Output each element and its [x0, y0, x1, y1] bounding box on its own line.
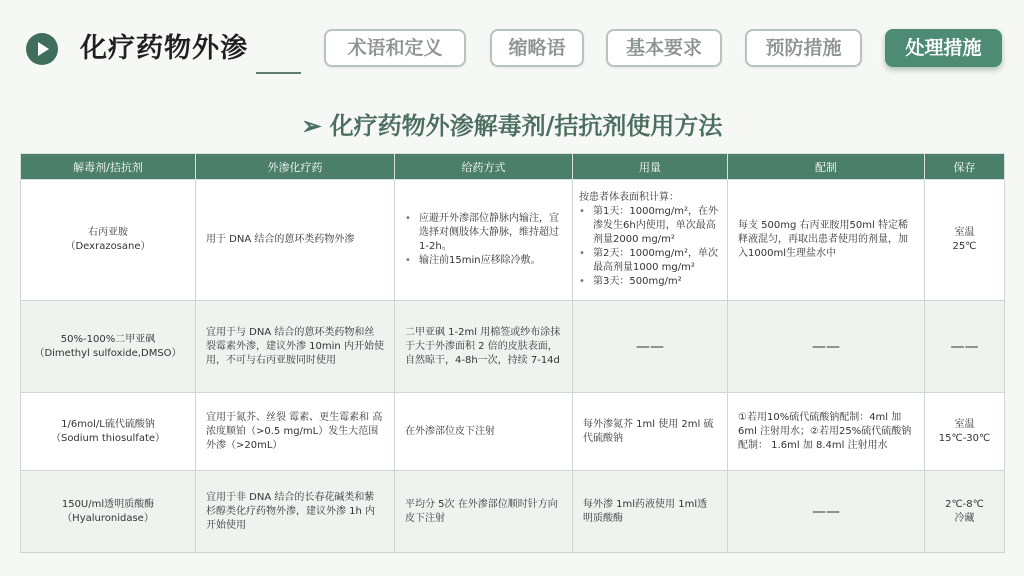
antidote-table	[20, 153, 1005, 553]
antidote-name: 50%-100%二甲亚砜	[60, 333, 156, 345]
table-row	[21, 471, 1005, 553]
antidote-name: 150U/ml透明质酸酶	[61, 498, 155, 510]
admin-bullet: • 输注前15min应移除冷敷。	[405, 254, 562, 268]
antidote-english-name: （Dexrazosane）	[65, 241, 151, 252]
antidote-name: 1/6mol/L硫代硫酸钠	[61, 418, 155, 430]
antidote-english-name: （Sodium thiosulfate）	[50, 432, 166, 444]
antidote-english-name: （Hyaluronidase）	[62, 512, 154, 524]
column-header: 外渗化疗药	[196, 154, 395, 180]
antidote-cell	[21, 301, 196, 393]
drug-cell: 宜用于非 DNA 结合的长春花碱类和紫杉醇类化疗药物外渗，建议外渗 1h 内开始使用	[196, 471, 395, 553]
prep-cell: ——	[728, 301, 925, 393]
dose-bullet: • 第3天：500mg/m²	[579, 275, 721, 289]
column-header: 保存	[925, 154, 1005, 180]
dose-cell: ——	[573, 301, 728, 393]
column-header: 用量	[573, 154, 728, 180]
drug-cell: 用于 DNA 结合的蒽环类药物外渗	[196, 180, 395, 301]
storage-cell: 2℃-8℃ 冷藏	[925, 471, 1005, 553]
prep-cell: ——	[728, 471, 925, 553]
tab-basic-requirements[interactable]: 基本要求	[606, 29, 722, 67]
tab-abbreviations[interactable]: 缩略语	[490, 29, 584, 67]
antidote-cell	[21, 393, 196, 471]
dose-cell: 每外渗氮芥 1ml 使用 2ml 硫代硫酸钠	[573, 393, 728, 471]
admin-cell: 平均分 5次 在外渗部位顺时针方向皮下注射	[395, 471, 573, 553]
arrow-icon: ➢	[301, 111, 322, 140]
admin-cell: 在外渗部位皮下注射	[395, 393, 573, 471]
dose-cell: 每外渗 1ml药液使用 1ml透明质酸酶	[573, 471, 728, 553]
header	[0, 0, 1024, 90]
drug-cell: 宜用于氮芥、丝裂 霉素、更生霉素和 高浓度顺铂（>0.5 mg/mL）发生大范围外渗（>20mL）	[196, 393, 395, 471]
prep-cell: ①若用10%硫代硫酸钠配制：4ml 加 6ml 注射用水；②若用25%硫代硫酸钠配制： 1.6ml 加 8.4ml 注射用水	[728, 393, 925, 471]
table-row	[21, 393, 1005, 471]
antidote-cell	[21, 180, 196, 301]
dose-bullet: • 第2天：1000mg/m²，单次最高剂量1000 mg/m²	[579, 247, 721, 275]
table-header-row	[21, 154, 1005, 180]
tab-handling-measures[interactable]: 处理措施	[885, 29, 1002, 67]
storage-cell: 室温 15℃-30℃	[925, 393, 1005, 471]
tab-preventive-measures[interactable]: 预防措施	[745, 29, 862, 67]
dose-cell	[573, 180, 728, 301]
storage-cell: ——	[925, 301, 1005, 393]
prep-cell: 每支 500mg 右丙亚胺用50ml 特定稀释液混匀，再取出患者使用的剂量，加 入1000ml生理盐水中	[728, 180, 925, 301]
dose-intro: 按患者体表面积计算：	[579, 192, 679, 203]
admin-bullet: • 应避开外渗部位静脉内输注，宜选择对侧肢体大静脉，维持超过 1-2h。	[405, 212, 562, 254]
section-title	[0, 106, 1024, 146]
column-header: 配制	[728, 154, 925, 180]
tab-terms-definitions[interactable]: 术语和定义	[324, 29, 466, 67]
page-title: 化疗药物外渗	[80, 33, 248, 64]
drug-cell: 宜用于与 DNA 结合的蒽环类药物和丝裂霉素外渗，建议外渗 10min 内开始使用，不可与右丙亚胺同时使用	[196, 301, 395, 393]
column-header: 解毒剂/拮抗剂	[21, 154, 196, 180]
title-underline	[256, 72, 301, 74]
admin-cell	[395, 180, 573, 301]
column-header: 给药方式	[395, 154, 573, 180]
play-icon	[26, 33, 58, 65]
storage-cell: 室温 25℃	[925, 180, 1005, 301]
table-row	[21, 301, 1005, 393]
dose-bullet: • 第1天：1000mg/m²，在外渗发生6h内使用，单次最高剂量2000 mg/m²	[579, 205, 721, 247]
antidote-english-name: （Dimethyl sulfoxide,DMSO）	[34, 347, 182, 359]
table-row	[21, 180, 1005, 301]
section-title-text: 化疗药物外渗解毒剂/拮抗剂使用方法	[329, 111, 723, 140]
admin-cell: 二甲亚砜 1-2ml 用棉签或纱布涂抹于大于外渗面积 2 倍的皮肤表面，自然晾干，4-8h一次，持续 7-14d	[395, 301, 573, 393]
antidote-cell	[21, 471, 196, 553]
antidote-name: 右丙亚胺	[88, 227, 128, 238]
